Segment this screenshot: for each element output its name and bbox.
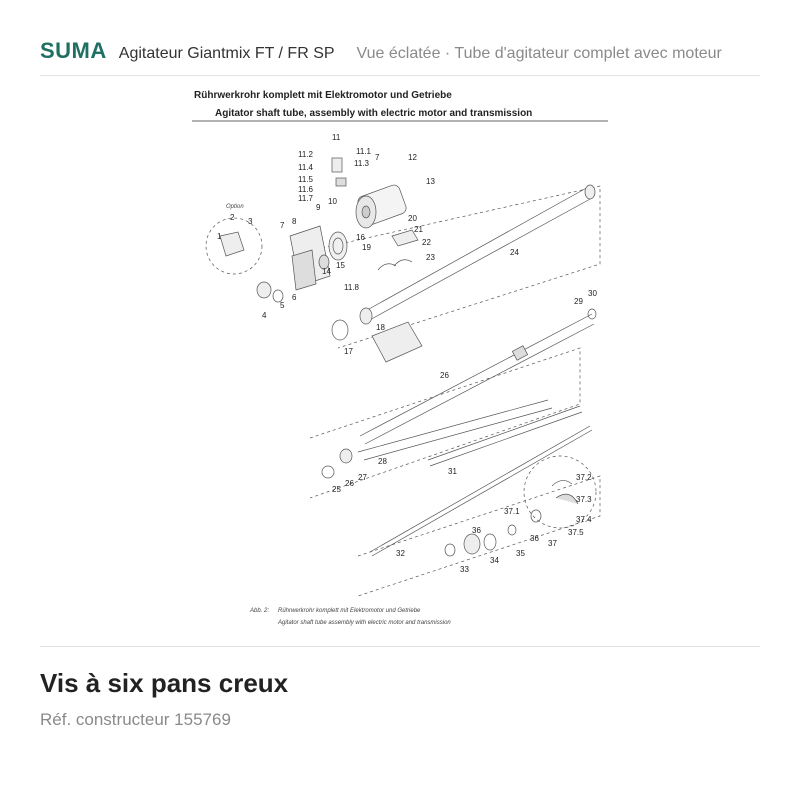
label-22: 22 [422,238,431,247]
label-1: 1 [217,232,222,241]
label-17: 17 [344,347,353,356]
caption-de: Rührwerkrohr komplett mit Elektromotor und Getriebe [278,608,421,614]
label-5: 5 [280,301,285,310]
label-3: 3 [248,217,253,226]
label-20: 20 [408,214,417,223]
exploded-view-diagram [160,86,640,634]
label-11: 11 [332,133,341,142]
label-7b: 7 [375,153,380,162]
brand-logo[interactable]: SUMA [40,38,107,63]
label-25: 25 [332,485,341,494]
label-18: 18 [376,323,385,332]
label-11-4: 11.4 [298,163,313,172]
label-11-2: 11.2 [298,150,313,159]
product-model: Agitateur Giantmix FT / FR SP [118,45,335,62]
label-15: 15 [336,261,345,270]
label-11-1: 11.1 [356,147,371,156]
label-34: 34 [490,556,499,565]
part-reference: Réf. constructeur 155769 [40,710,231,729]
label-10: 10 [328,197,337,206]
label-14: 14 [322,267,331,276]
label-37-5: 37.5 [568,528,584,537]
diagram-heading-en: Agitator shaft tube, assembly with electric motor and transmission [215,108,533,119]
label-11-6: 11.6 [298,185,313,194]
label-37-2: 37.2 [576,473,592,482]
label-23: 23 [426,253,435,262]
label-11-7: 11.7 [298,194,313,203]
label-11-8: 11.8 [344,283,359,292]
label-31: 31 [448,467,457,476]
label-21: 21 [414,225,423,234]
label-37-1: 37.1 [504,507,520,516]
label-12: 12 [408,153,417,162]
caption-figure: Abb. 2: [250,608,270,614]
label-30: 30 [588,289,597,298]
page-header [40,38,760,70]
label-24: 24 [510,248,519,257]
label-27: 27 [358,473,367,482]
label-26b: 26 [345,479,354,488]
label-35: 35 [516,549,525,558]
label-16: 16 [356,233,365,242]
label-6: 6 [292,293,297,302]
label-4: 4 [262,311,267,320]
label-2: 2 [230,213,235,222]
label-33: 33 [460,565,469,574]
label-37: 37 [548,539,557,548]
label-11-3: 11.3 [354,159,369,168]
label-13: 13 [426,177,435,186]
label-7a: 7 [280,221,285,230]
label-37-4: 37.4 [576,515,592,524]
label-36a: 36 [472,526,481,535]
view-subtitle: Vue éclatée · Tube d'agitateur complet avec moteur [356,45,722,62]
option-label: Option [226,204,244,210]
label-28: 28 [378,457,387,466]
exploded-view-drawing [160,86,640,634]
label-36b: 36 [530,534,539,543]
label-29: 29 [574,297,583,306]
label-32: 32 [396,549,405,558]
label-9: 9 [316,203,321,212]
diagram-heading-de: Rührwerkrohr komplett mit Elektromotor und Getriebe [194,90,452,101]
header-divider [40,75,760,76]
caption-en: Agitator shaft tube assembly with electric motor and transmission [278,620,451,626]
label-37-3: 37.3 [576,495,592,504]
label-8: 8 [292,217,297,226]
content-divider [40,646,760,647]
label-19: 19 [362,243,371,252]
label-11-5: 11.5 [298,175,313,184]
part-title: Vis à six pans creux [40,668,289,698]
label-26a: 26 [440,371,449,380]
